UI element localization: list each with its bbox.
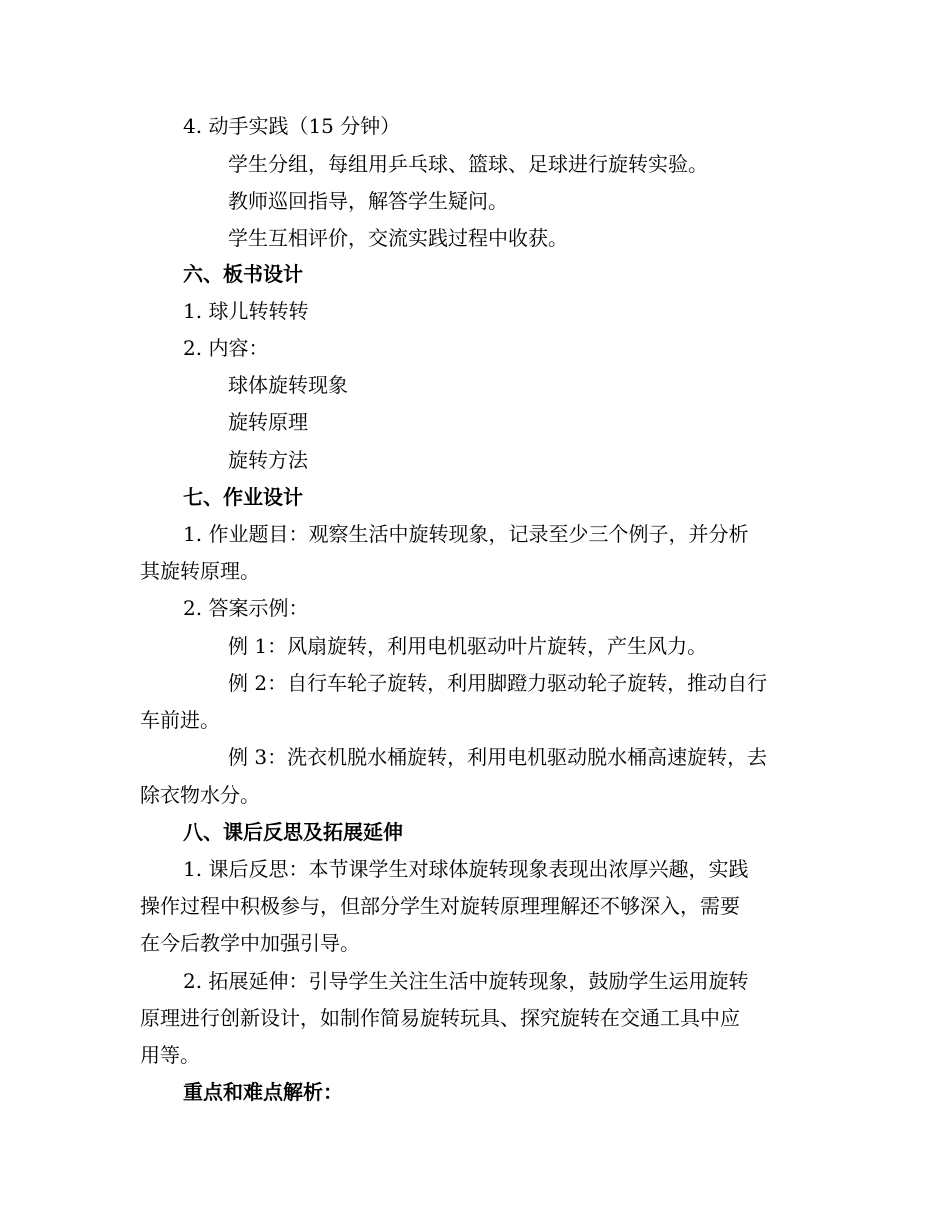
homework-example-3-line-2: 除衣物水分。 — [140, 783, 260, 807]
board-item-1: 1. 球儿转转转 — [183, 299, 309, 323]
practice-line-1: 学生分组，每组用乒乓球、篮球、足球进行旋转实验。 — [228, 152, 708, 176]
board-content-1: 球体旋转现象 — [228, 373, 348, 397]
board-content-3: 旋转方法 — [228, 448, 308, 472]
board-heading: 六、板书设计 — [183, 262, 303, 286]
practice-line-2: 教师巡回指导，解答学生疑问。 — [228, 189, 508, 213]
homework-question-line-1: 1. 作业题目：观察生活中旋转现象，记录至少三个例子，并分析 — [183, 522, 749, 546]
reflection-2-line-1: 2. 拓展延伸：引导学生关注生活中旋转现象，鼓励学生运用旋转 — [183, 969, 749, 993]
reflection-1-line-2: 操作过程中积极参与，但部分学生对旋转原理理解还不够深入，需要 — [140, 894, 740, 918]
reflection-heading: 八、课后反思及拓展延伸 — [183, 820, 403, 844]
board-content-2: 旋转原理 — [228, 410, 308, 434]
reflection-1-line-3: 在今后教学中加强引导。 — [140, 931, 360, 955]
practice-line-3: 学生互相评价，交流实践过程中收获。 — [228, 226, 568, 250]
homework-example-1: 例 1：风扇旋转，利用电机驱动叶片旋转，产生风力。 — [228, 634, 708, 658]
reflection-1-line-1: 1. 课后反思：本节课学生对球体旋转现象表现出浓厚兴趣，实践 — [183, 857, 749, 881]
reflection-2-line-2: 原理进行创新设计，如制作简易旋转玩具、探究旋转在交通工具中应 — [140, 1006, 740, 1030]
homework-heading: 七、作业设计 — [183, 485, 303, 509]
homework-question-line-2: 其旋转原理。 — [140, 559, 260, 583]
homework-example-2-line-1: 例 2：自行车轮子旋转，利用脚蹬力驱动轮子旋转，推动自行 — [228, 671, 768, 695]
reflection-2-line-3: 用等。 — [140, 1043, 200, 1067]
homework-example-3-line-1: 例 3：洗衣机脱水桶旋转，利用电机驱动脱水桶高速旋转，去 — [228, 745, 768, 769]
homework-answer-title: 2. 答案示例： — [183, 596, 309, 620]
homework-example-2-line-2: 车前进。 — [140, 708, 220, 732]
board-item-2: 2. 内容： — [183, 336, 269, 360]
practice-title: 4. 动手实践（15 分钟） — [183, 114, 401, 138]
keypoints-heading: 重点和难点解析： — [183, 1080, 343, 1104]
